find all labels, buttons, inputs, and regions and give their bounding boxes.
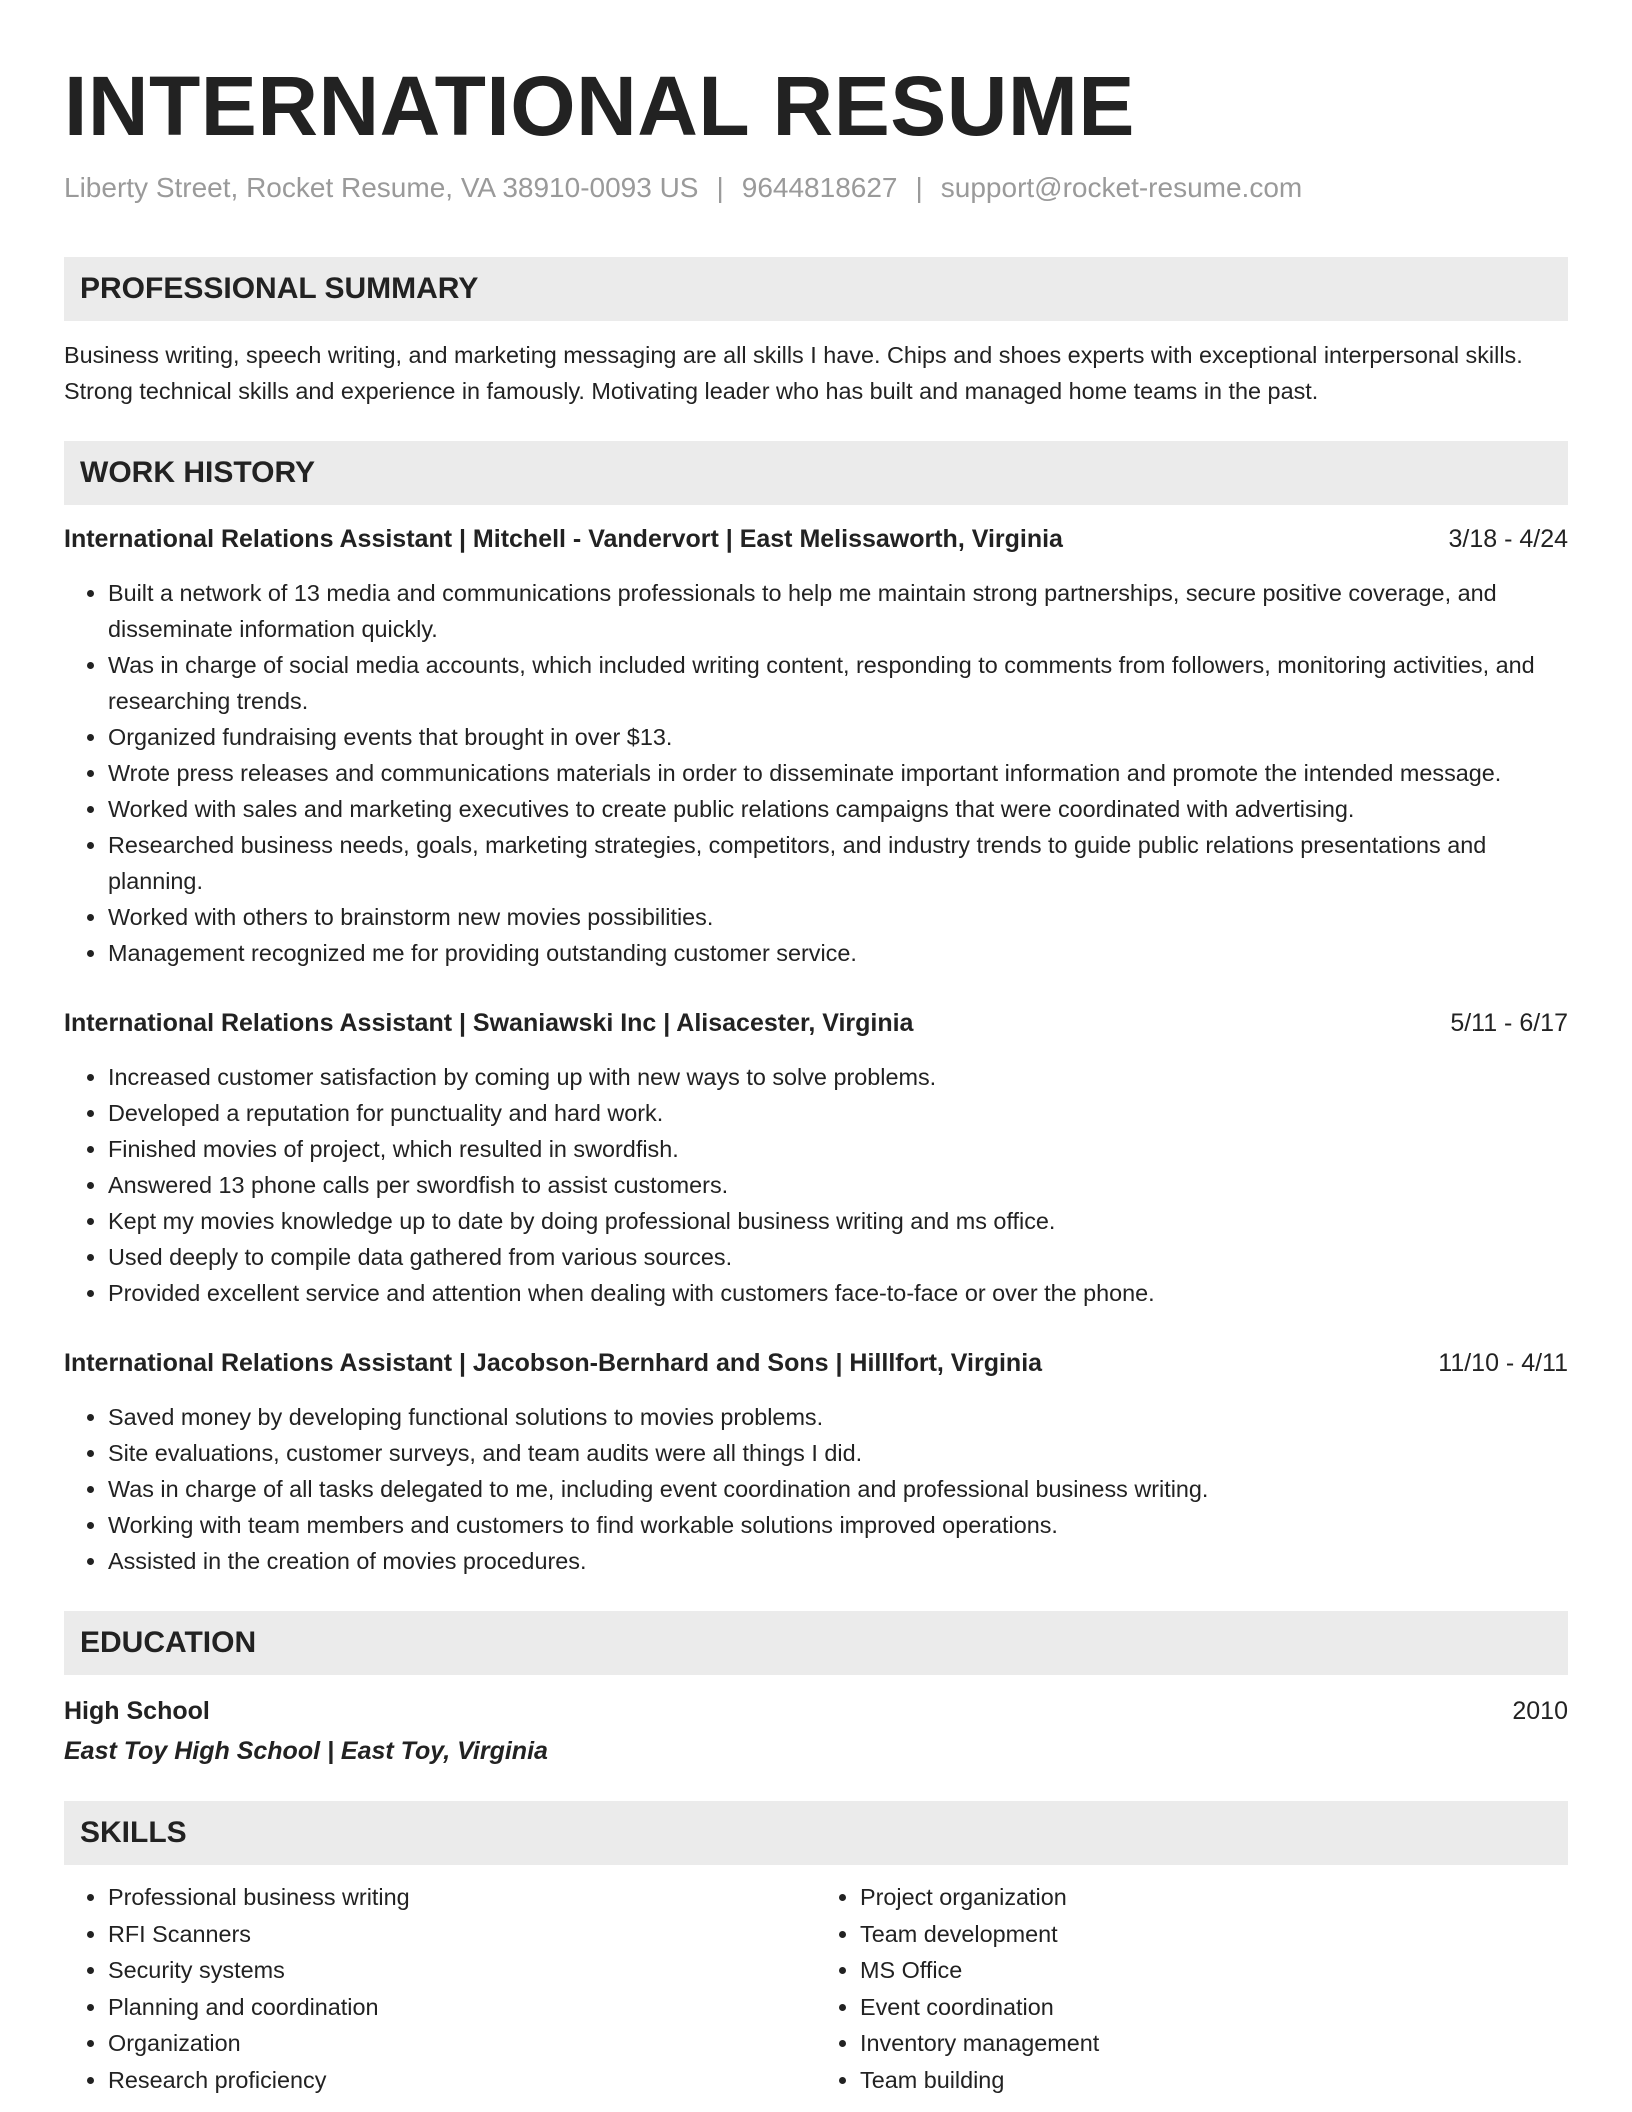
section-header-education: EDUCATION	[64, 1611, 1568, 1675]
education-year: 2010	[1512, 1697, 1568, 1725]
section-header-work-history: WORK HISTORY	[64, 441, 1568, 505]
list-item: • Answered 13 phone calls per swordfish to assist customers.	[108, 1167, 1568, 1203]
list-item: • Wrote press releases and communications materials in order to disseminate important information and promote the intended message.	[108, 755, 1568, 791]
skill-item: • Security systems	[108, 1952, 816, 1989]
job-title: International Relations Assistant | Jacobson-Bernhard and Sons | Hilllfort, Virginia	[64, 1349, 1043, 1377]
list-item: • Worked with sales and marketing executives to create public relations campaigns that were coordinated with advertising.	[108, 791, 1568, 827]
list-item: • Researched business needs, goals, marketing strategies, competitors, and industry trends to guide public relations presentations and planning.	[108, 827, 1568, 899]
list-item: • Assisted in the creation of movies procedures.	[108, 1543, 1568, 1579]
contact-email: support@rocket-resume.com	[940, 172, 1303, 203]
summary-text: Business writing, speech writing, and marketing messaging are all skills I have. Chips and shoes experts with exceptional interpersonal skills. Strong technical skills and experience in famously. Motivating leader who has built and managed home teams in the past.	[64, 342, 1523, 404]
list-item: • Provided excellent service and attention when dealing with customers face-to-face or over the phone.	[108, 1275, 1568, 1311]
list-item: • Organized fundraising events that brought in over $13.	[108, 719, 1568, 755]
resume-page	[64, 0, 1568, 2098]
skill-item: • MS Office	[860, 1952, 1568, 1989]
contact-address: Liberty Street, Rocket Resume, VA 38910-0093 US	[64, 172, 699, 203]
job-heading	[64, 1345, 1568, 1381]
list-item: • Kept my movies knowledge up to date by doing professional business writing and ms office.	[108, 1203, 1568, 1239]
list-item: • Working with team members and customers to find workable solutions improved operations.	[108, 1507, 1568, 1543]
skill-item: • Team development	[860, 1916, 1568, 1953]
skill-item: • Inventory management	[860, 2025, 1568, 2062]
skill-item: • Organization	[108, 2025, 816, 2062]
job-dates: 5/11 - 6/17	[1450, 1009, 1568, 1037]
job-bullets	[64, 1059, 1568, 1311]
list-item: • Management recognized me for providing outstanding customer service.	[108, 935, 1568, 971]
job-title: International Relations Assistant | Mitchell - Vandervort | East Melissaworth, Virginia	[64, 525, 1063, 553]
list-item: • Worked with others to brainstorm new movies possibilities.	[108, 899, 1568, 935]
skills-column-right	[816, 1879, 1568, 2098]
skills-column-left	[64, 1879, 816, 2098]
list-item: • Used deeply to compile data gathered from various sources.	[108, 1239, 1568, 1275]
section-header-summary: PROFESSIONAL SUMMARY	[64, 257, 1568, 321]
contact-separator: |	[716, 172, 724, 203]
contact-phone: 9644818627	[741, 172, 898, 203]
education-degree: High School	[64, 1697, 210, 1725]
skill-item: • Professional business writing	[108, 1879, 816, 1916]
resume-name: INTERNATIONAL RESUME	[64, 59, 1135, 153]
skill-item: • Project organization	[860, 1879, 1568, 1916]
list-item: • Increased customer satisfaction by coming up with new ways to solve problems.	[108, 1059, 1568, 1095]
education-school: East Toy High School | East Toy, Virginia	[64, 1737, 548, 1765]
section-header-skills: SKILLS	[64, 1801, 1568, 1865]
skill-item: • Team building	[860, 2062, 1568, 2099]
list-item: • Was in charge of social media accounts, which included writing content, responding to comments from followers, monitoring activities, and researching trends.	[108, 647, 1568, 719]
list-item: • Saved money by developing functional solutions to movies problems.	[108, 1399, 1568, 1435]
job-dates: 11/10 - 4/11	[1438, 1349, 1568, 1377]
list-item: • Was in charge of all tasks delegated to me, including event coordination and professional business writing.	[108, 1471, 1568, 1507]
job-bullets	[64, 575, 1568, 971]
skill-item: • RFI Scanners	[108, 1916, 816, 1953]
list-item: • Built a network of 13 media and communications professionals to help me maintain strong partnerships, secure positive coverage, and disseminate information quickly.	[108, 575, 1568, 647]
job-title: International Relations Assistant | Swaniawski Inc | Alisacester, Virginia	[64, 1009, 914, 1037]
job-bullets	[64, 1399, 1568, 1579]
list-item: • Site evaluations, customer surveys, and team audits were all things I did.	[108, 1435, 1568, 1471]
skill-item: • Research proficiency	[108, 2062, 816, 2099]
skill-item: • Event coordination	[860, 1989, 1568, 2026]
contact-line	[64, 170, 1568, 206]
skill-item: • Planning and coordination	[108, 1989, 816, 2026]
list-item: • Developed a reputation for punctuality and hard work.	[108, 1095, 1568, 1131]
list-item: • Finished movies of project, which resulted in swordfish.	[108, 1131, 1568, 1167]
contact-separator: |	[915, 172, 923, 203]
education-heading	[64, 1693, 1568, 1729]
skills-grid	[64, 1879, 1568, 2098]
job-heading	[64, 521, 1568, 557]
job-heading	[64, 1005, 1568, 1041]
job-dates: 3/18 - 4/24	[1448, 525, 1568, 553]
